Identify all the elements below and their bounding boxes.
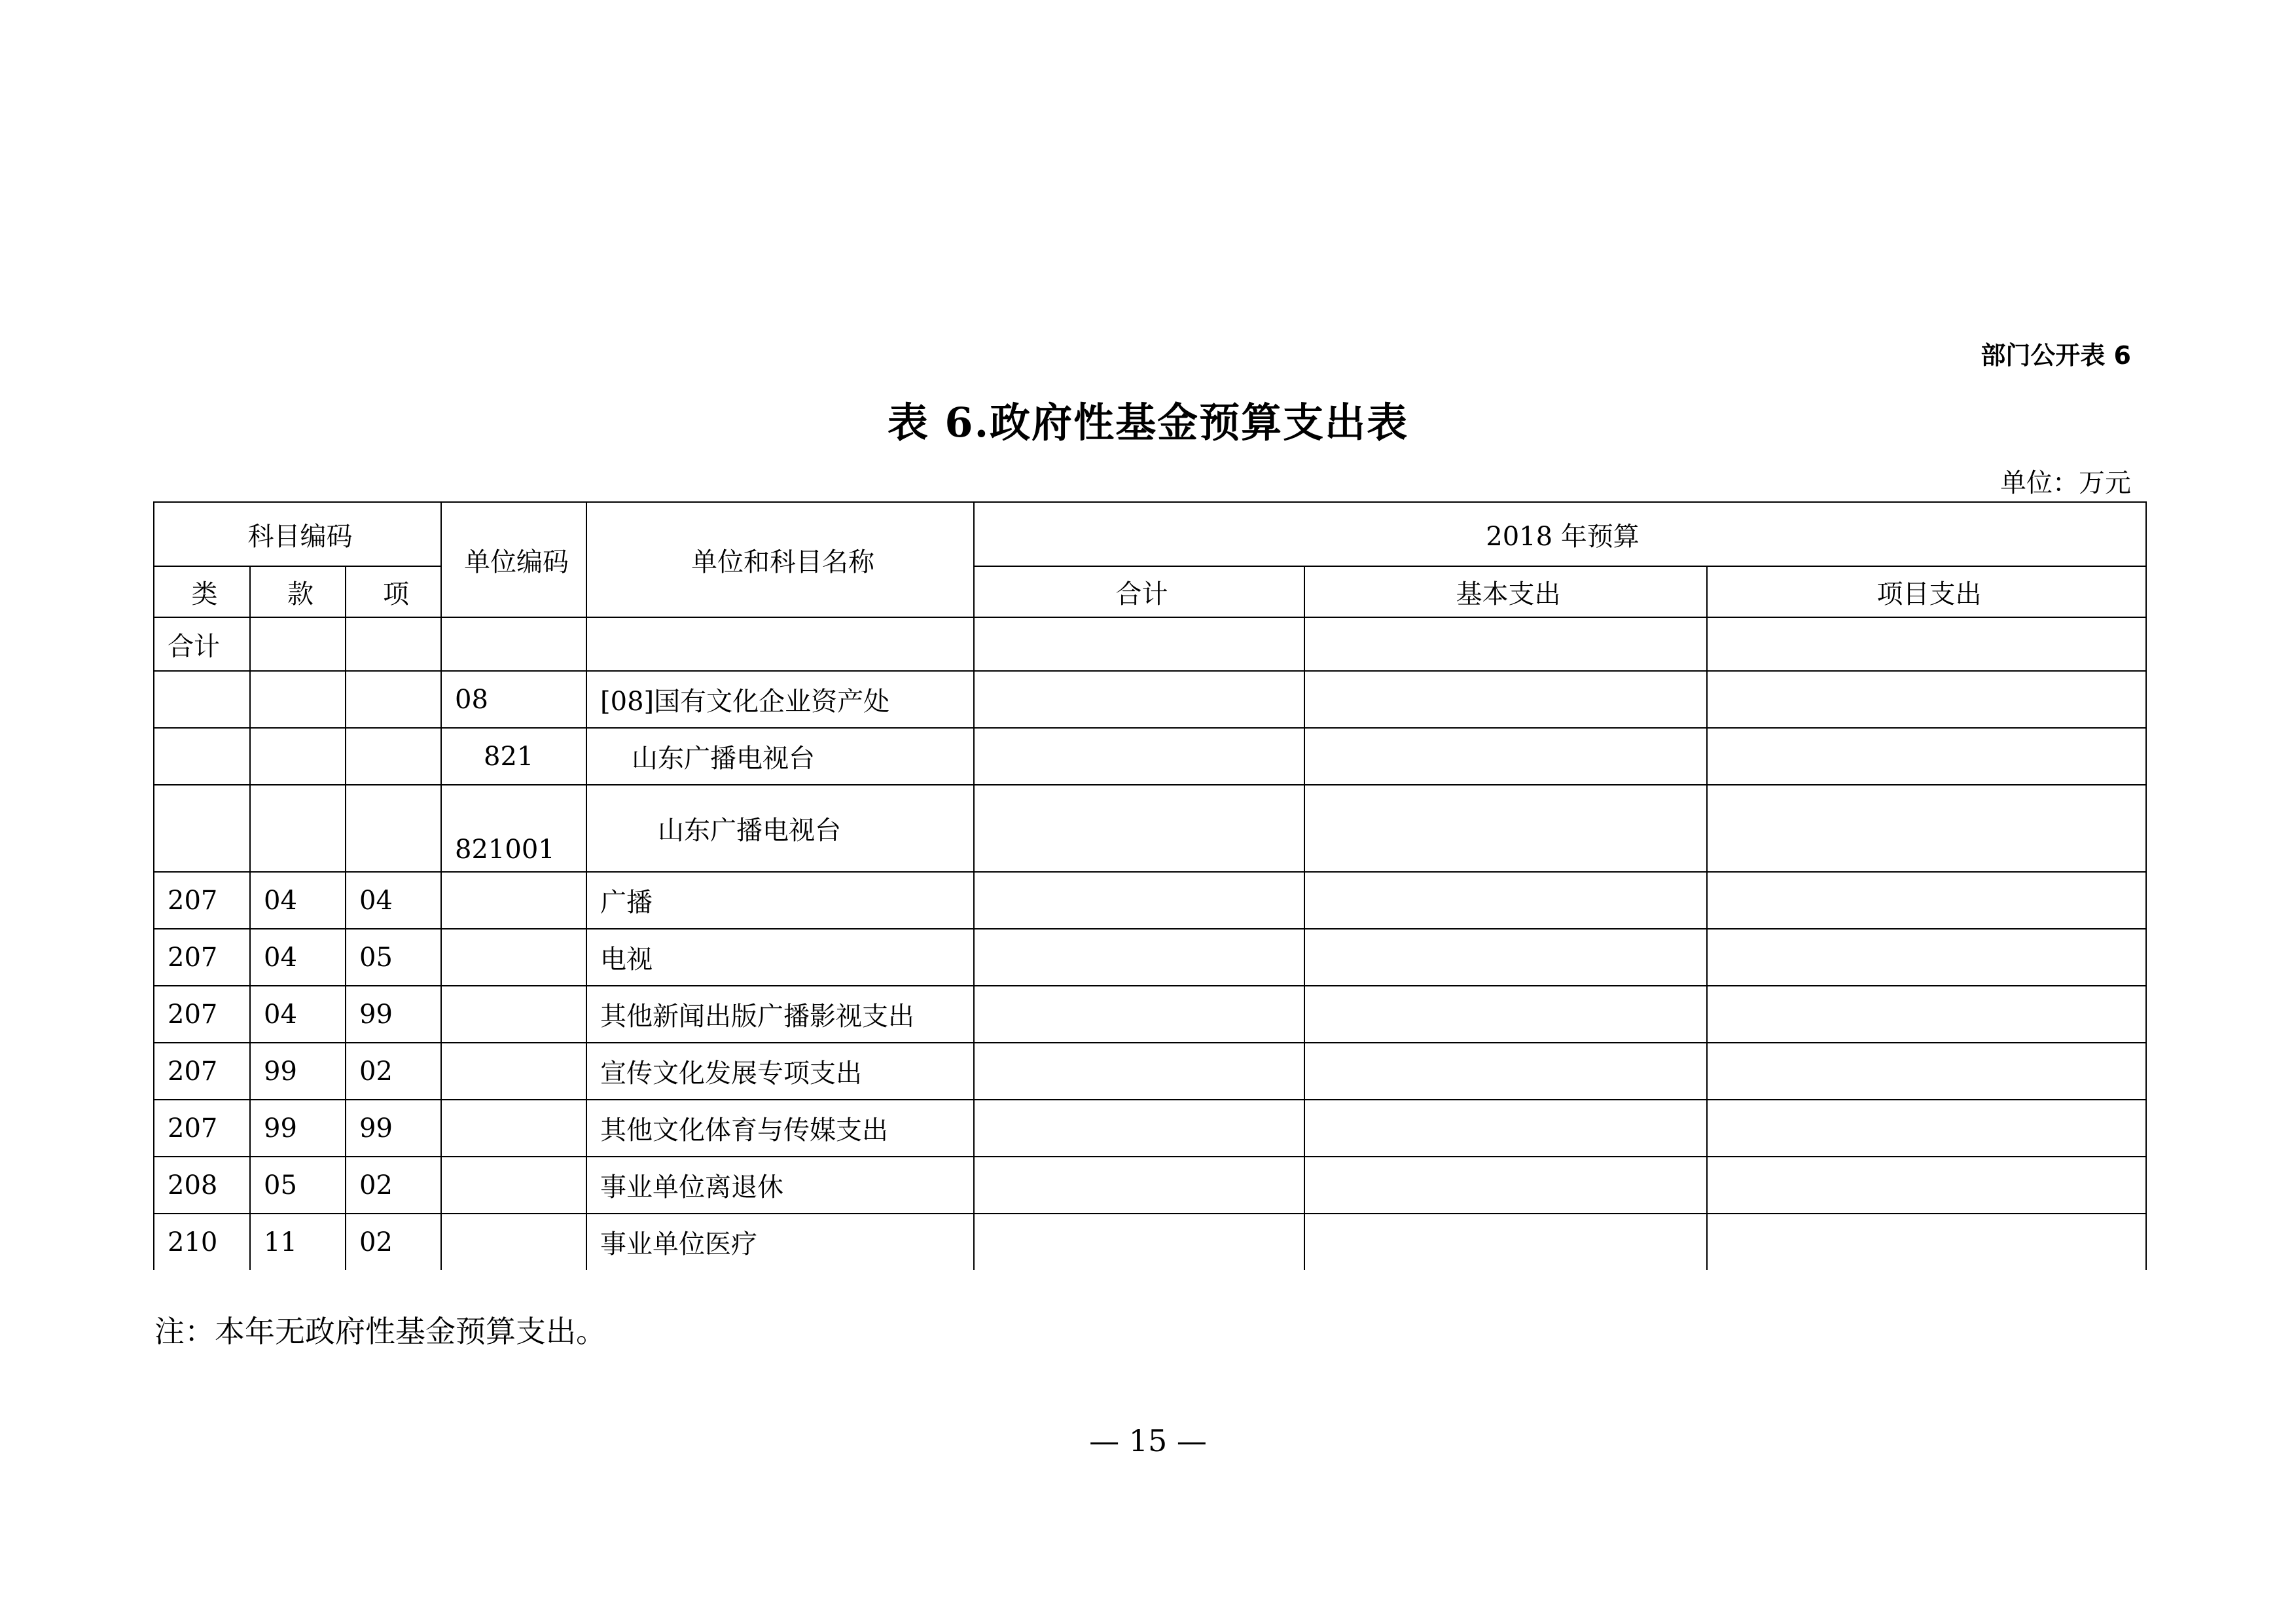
cell-lei: 207 (154, 929, 250, 986)
cell-unit-code: 821001 (441, 785, 586, 872)
cell-name: [08]国有文化企业资产处 (586, 671, 974, 728)
table-row (154, 617, 2146, 671)
cell-basic (1304, 728, 1707, 785)
cell-unit-code (441, 1043, 586, 1100)
table-row (154, 728, 2146, 785)
cell-name: 山东广播电视台 (586, 728, 974, 785)
table-row (154, 872, 2146, 929)
cell-kuan (250, 671, 346, 728)
cell-name (586, 617, 974, 671)
table-row (154, 1043, 2146, 1100)
header-project: 项目支出 (1707, 566, 2146, 617)
cell-project (1707, 1214, 2146, 1270)
page-number: — 15 — (1089, 1423, 1207, 1458)
cell-kuan: 11 (250, 1214, 346, 1270)
cell-xiang (346, 785, 441, 872)
cell-kuan (250, 728, 346, 785)
cell-total (974, 929, 1304, 986)
cell-xiang (346, 671, 441, 728)
cell-xiang (346, 617, 441, 671)
cell-lei: 207 (154, 986, 250, 1043)
cell-total (974, 1157, 1304, 1214)
unit-label: 单位：万元 (2000, 468, 2131, 498)
cell-basic (1304, 872, 1707, 929)
table-row (154, 1100, 2146, 1157)
cell-basic (1304, 1100, 1707, 1157)
table-row (154, 1157, 2146, 1214)
footnote: 注：本年无政府性基金预算支出。 (154, 1314, 606, 1349)
cell-total (974, 872, 1304, 929)
cell-lei: 210 (154, 1214, 250, 1270)
cell-total (974, 1100, 1304, 1157)
cell-lei: 207 (154, 1043, 250, 1100)
cell-total (974, 1214, 1304, 1270)
cell-project (1707, 872, 2146, 929)
header-total: 合计 (974, 566, 1304, 617)
cell-total (974, 671, 1304, 728)
cell-unit-code: 08 (441, 671, 586, 728)
header-unit-code: 单位编码 (441, 502, 586, 617)
cell-lei (154, 785, 250, 872)
cell-xiang: 05 (346, 929, 441, 986)
cell-name: 其他新闻出版广播影视支出 (586, 986, 974, 1043)
cell-kuan (250, 785, 346, 872)
cell-lei: 207 (154, 1100, 250, 1157)
cell-total (974, 785, 1304, 872)
cell-unit-code (441, 872, 586, 929)
cell-project (1707, 929, 2146, 986)
header-lei: 类 (154, 566, 250, 617)
cell-xiang: 02 (346, 1043, 441, 1100)
cell-name: 事业单位医疗 (586, 1214, 974, 1270)
cell-xiang (346, 728, 441, 785)
cell-unit-code (441, 1157, 586, 1214)
cell-name: 电视 (586, 929, 974, 986)
cell-lei: 合计 (154, 617, 250, 671)
header-subject-code: 科目编码 (154, 502, 441, 566)
cell-kuan: 04 (250, 986, 346, 1043)
budget-table (153, 501, 2147, 1270)
cell-project (1707, 617, 2146, 671)
cell-lei: 208 (154, 1157, 250, 1214)
cell-total (974, 1043, 1304, 1100)
cell-unit-code (441, 1100, 586, 1157)
header-budget-year: 2018 年预算 (974, 502, 2146, 566)
cell-kuan: 04 (250, 929, 346, 986)
cell-basic (1304, 1214, 1707, 1270)
cell-project (1707, 728, 2146, 785)
header-basic: 基本支出 (1304, 566, 1707, 617)
table-row (154, 929, 2146, 986)
cell-xiang: 02 (346, 1214, 441, 1270)
table-row (154, 1214, 2146, 1270)
cell-basic (1304, 1043, 1707, 1100)
cell-total (974, 617, 1304, 671)
cell-lei (154, 671, 250, 728)
cell-xiang: 99 (346, 986, 441, 1043)
cell-lei (154, 728, 250, 785)
cell-name: 山东广播电视台 (586, 785, 974, 872)
cell-project (1707, 1100, 2146, 1157)
cell-project (1707, 986, 2146, 1043)
cell-kuan: 99 (250, 1100, 346, 1157)
cell-name: 宣传文化发展专项支出 (586, 1043, 974, 1100)
cell-kuan: 05 (250, 1157, 346, 1214)
cell-name: 广播 (586, 872, 974, 929)
cell-xiang: 04 (346, 872, 441, 929)
table-number-tag: 部门公开表 6 (1981, 341, 2131, 370)
cell-unit-code: 821 (441, 728, 586, 785)
cell-unit-code (441, 986, 586, 1043)
cell-project (1707, 671, 2146, 728)
cell-lei: 207 (154, 872, 250, 929)
cell-xiang: 02 (346, 1157, 441, 1214)
header-name: 单位和科目名称 (586, 502, 974, 617)
cell-basic (1304, 785, 1707, 872)
cell-xiang: 99 (346, 1100, 441, 1157)
cell-project (1707, 785, 2146, 872)
cell-basic (1304, 1157, 1707, 1214)
cell-unit-code (441, 929, 586, 986)
cell-name: 事业单位离退休 (586, 1157, 974, 1214)
table-row (154, 986, 2146, 1043)
cell-kuan: 04 (250, 872, 346, 929)
cell-project (1707, 1157, 2146, 1214)
cell-name: 其他文化体育与传媒支出 (586, 1100, 974, 1157)
cell-kuan: 99 (250, 1043, 346, 1100)
table-row (154, 671, 2146, 728)
cell-basic (1304, 617, 1707, 671)
cell-unit-code (441, 1214, 586, 1270)
cell-basic (1304, 986, 1707, 1043)
cell-basic (1304, 929, 1707, 986)
page-title: 表 6.政府性基金预算支出表 (887, 399, 1409, 446)
cell-kuan (250, 617, 346, 671)
cell-total (974, 986, 1304, 1043)
header-xiang: 项 (346, 566, 441, 617)
cell-total (974, 728, 1304, 785)
cell-project (1707, 1043, 2146, 1100)
cell-unit-code (441, 617, 586, 671)
header-kuan: 款 (250, 566, 346, 617)
table-row (154, 785, 2146, 872)
cell-basic (1304, 671, 1707, 728)
